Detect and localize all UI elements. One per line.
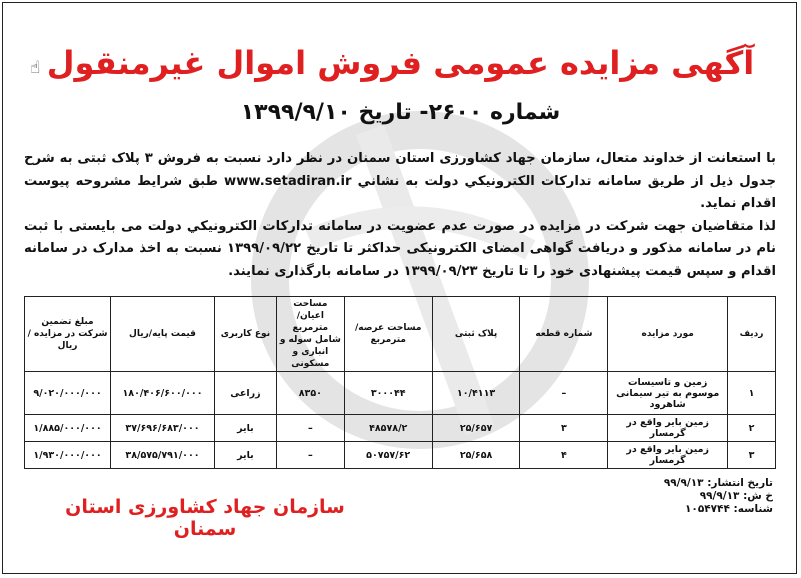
header-guarantee: مبلغ تضمین شرکت در مزایده / ریال: [25, 297, 111, 372]
header-land-area: مساحت عرصه/ مترمربع: [344, 297, 432, 372]
header-plot-number: شماره قطعه: [520, 297, 608, 372]
notice-number-date: شماره ۲۶۰۰- تاریخ ۱۳۹۹/۹/۱۰: [240, 100, 561, 125]
cell-building-area: –: [276, 442, 344, 469]
cell-building-area: ۸۳۵۰: [276, 372, 344, 415]
header-row-number: ردیف: [728, 297, 776, 372]
header-base-price: قیمت پایه/ریال: [111, 297, 215, 372]
notice-id: شناسه: ۱۰۵۴۷۴۴: [685, 503, 773, 515]
cell-guarantee: ۱/۸۸۵/۰۰۰/۰۰۰: [25, 415, 111, 442]
notice-body: [24, 148, 776, 284]
cell-land-use: بایر: [214, 415, 276, 442]
table-header-row: [25, 297, 776, 372]
paragraph-1-end: طبق شرایط مشروحه پیوست اقدام نماید.: [24, 173, 776, 212]
cell-plot-number: ۳: [520, 415, 608, 442]
header-land-use: نوع کاربری: [214, 297, 276, 372]
cell-row-number: ۳: [728, 442, 776, 469]
cell-land-use: زراعی: [214, 372, 276, 415]
cell-land-use: بایر: [214, 442, 276, 469]
cell-registry-plate: ۲۵/۶۵۸: [432, 442, 520, 469]
table-row: [25, 415, 776, 442]
cell-item: زمین بایر واقع در گرمسار: [608, 415, 728, 442]
cell-land-area: ۵۰۷۵۷/۶۲: [344, 442, 432, 469]
cell-row-number: ۱: [728, 372, 776, 415]
cell-plot-number: ۴: [520, 442, 608, 469]
organization-name: سازمان جهاد کشاورزی استان سمنان: [65, 496, 345, 540]
cell-base-price: ۳۸/۵۷۵/۷۹۱/۰۰۰: [111, 442, 215, 469]
auction-table: [24, 296, 776, 469]
cell-land-area: ۳۰۰۰۴۴: [344, 372, 432, 415]
cell-registry-plate: ۱۰/۴۱۱۳: [432, 372, 520, 415]
cell-registry-plate: ۲۵/۶۵۷: [432, 415, 520, 442]
hand-pointer-icon: ☝: [30, 58, 41, 78]
cell-item: زمین و تاسیسات موسوم به تیر سیمانی شاهرود: [608, 372, 728, 415]
cell-item: زمین بایر واقع در گرمسار: [608, 442, 728, 469]
cell-land-area: ۴۸۵۷۸/۲: [344, 415, 432, 442]
cell-base-price: ۳۷/۶۹۶/۶۸۳/۰۰۰: [111, 415, 215, 442]
cell-guarantee: ۱/۹۳۰/۰۰۰/۰۰۰: [25, 442, 111, 469]
header-registry-plate: پلاک ثبتی: [432, 297, 520, 372]
header-building-area: مساحت اعیان/ مترمربع شامل سوله و انباری و مسکونی: [276, 297, 344, 372]
header-item: مورد مزایده: [608, 297, 728, 372]
table-row: [25, 372, 776, 415]
paragraph-2: لذا متقاضیان جهت شرکت در مزایده در صورت عدم عضویت در سامانه تداركات الكترونيكي دولت می بایستی با ثبت نام در سامانه مذکور و دریافت گواهی امضای الکترونیکی حداکثر تا تاریخ ۱۳۹۹/۰۹/۲۲ نسبت به اخذ مدارک در سامانه اقدام و سپس قیمت پیشنهادی خود را تا تاریخ ۱۳۹۹/۰۹/۲۳ در سامانه بارگذاری نمایند.: [24, 218, 776, 279]
publication-info: [664, 477, 773, 516]
cell-base-price: ۱۸۰/۴۰۶/۶۰۰/۰۰۰: [111, 372, 215, 415]
notice-title: آگهی مزایده عمومی فروش اموال غیرمنقول: [46, 44, 755, 82]
table-row: [25, 442, 776, 469]
cell-plot-number: –: [520, 372, 608, 415]
website-link[interactable]: www.setadiran.ir: [224, 173, 352, 189]
cell-building-area: –: [276, 415, 344, 442]
paragraph-1: [24, 148, 776, 216]
cell-guarantee: ۹/۰۲۰/۰۰۰/۰۰۰: [25, 372, 111, 415]
paragraph-1-intro: با استعانت از خداوند متعال، سازمان جهاد کشاورزی استان سمنان در نظر دارد نسبت به فروش ۳ پلاک ثبتی به شرح جدول ذیل از طریق سامانه تداركات الكترونيكي دولت به نشاني: [24, 151, 776, 189]
kh-sh-date: خ ش: ۹۹/۹/۱۳: [699, 490, 773, 502]
publish-date: تاریخ انتشار: ۹۹/۹/۱۳: [663, 477, 773, 489]
cell-row-number: ۲: [728, 415, 776, 442]
